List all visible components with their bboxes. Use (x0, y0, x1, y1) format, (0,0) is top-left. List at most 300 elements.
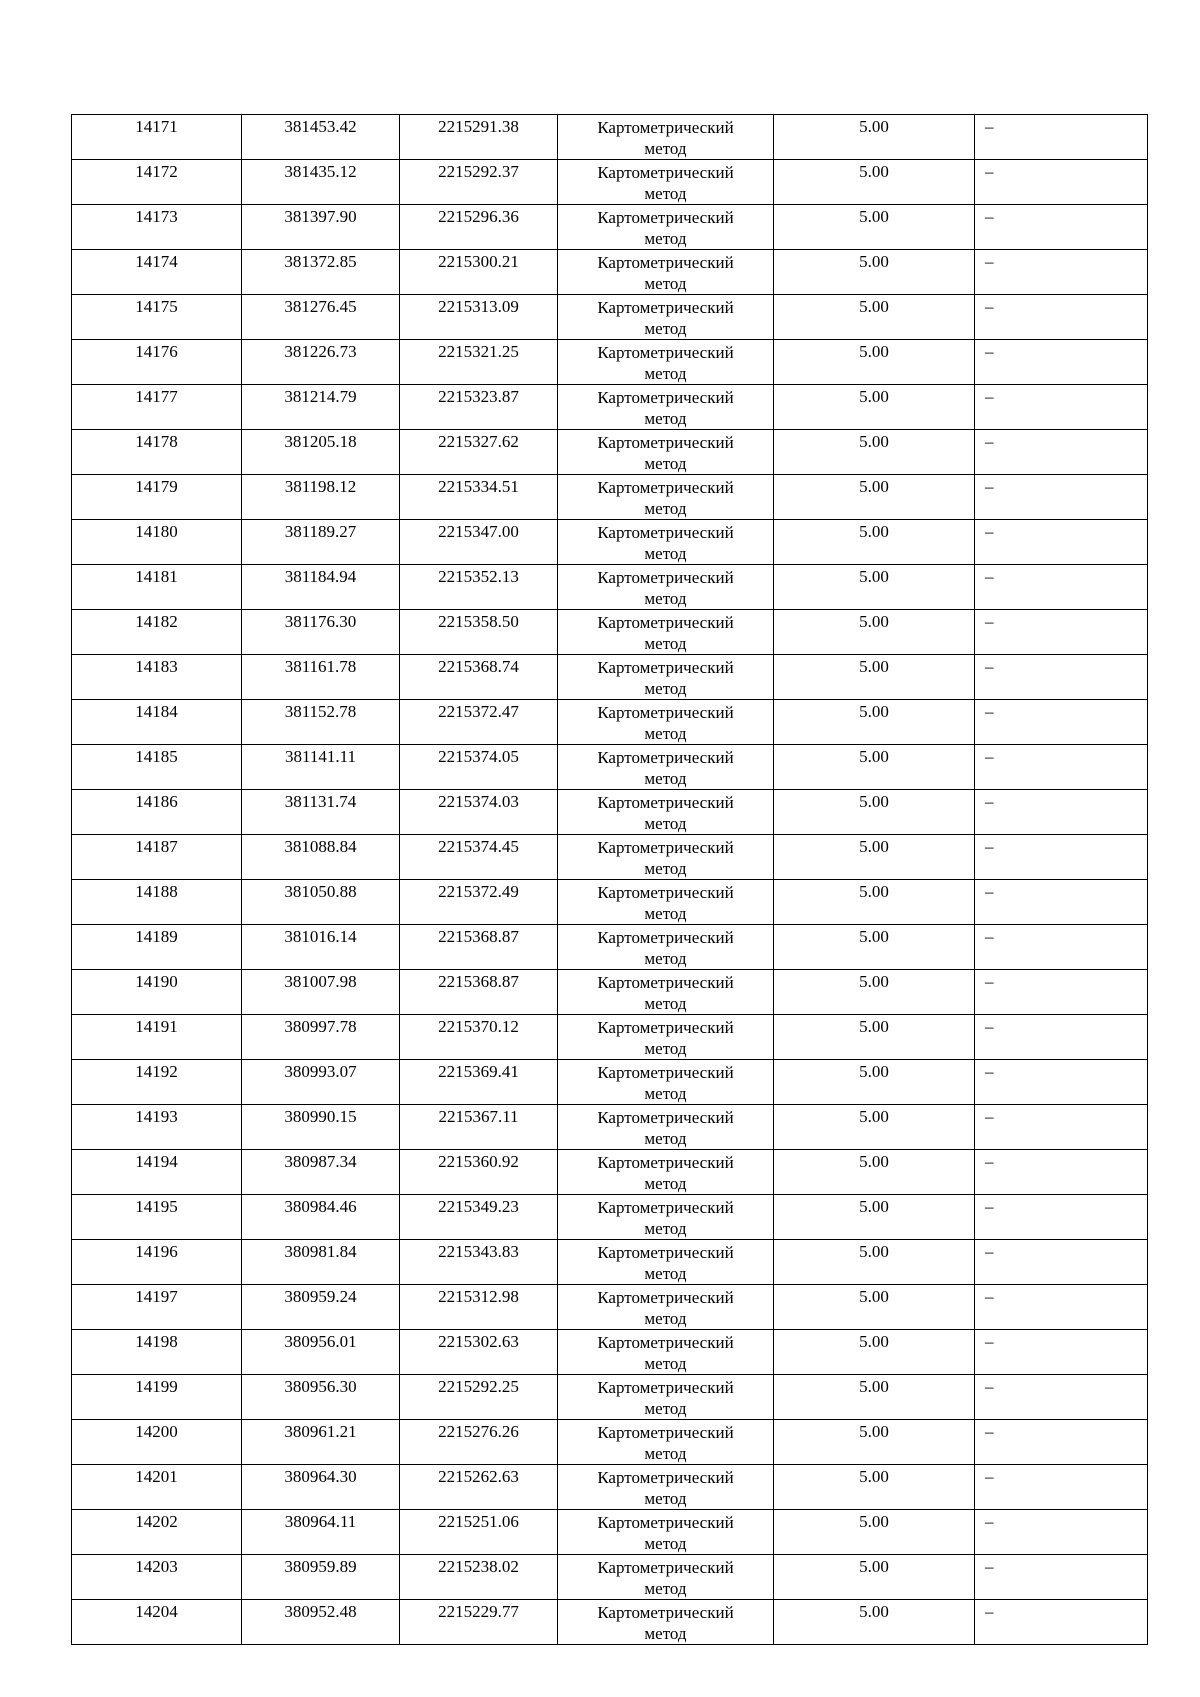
description-cell: – (975, 1195, 1148, 1240)
accuracy-cell: 5.00 (774, 1285, 975, 1330)
method-line-2: метод (644, 409, 687, 428)
method-line-1: Картометрический (597, 1018, 734, 1037)
method-line-1: Картометрический (597, 613, 734, 632)
y-coordinate-cell: 2215343.83 (400, 1240, 558, 1285)
method-line-1: Картометрический (597, 523, 734, 542)
y-coordinate-cell: 2215292.25 (400, 1375, 558, 1420)
method-cell (558, 790, 774, 835)
method-line-1: Картометрический (597, 1198, 734, 1217)
method-line-2: метод (644, 904, 687, 923)
y-coordinate-cell: 2215358.50 (400, 610, 558, 655)
method-line-2: метод (644, 634, 687, 653)
y-coordinate-cell: 2215229.77 (400, 1600, 558, 1645)
method-cell (558, 880, 774, 925)
method-cell (558, 1375, 774, 1420)
y-coordinate-cell: 2215321.25 (400, 340, 558, 385)
point-number-cell: 14182 (72, 610, 242, 655)
method-line-1: Картометрический (597, 1603, 734, 1622)
table-row (72, 1285, 1148, 1330)
point-number-cell: 14190 (72, 970, 242, 1015)
y-coordinate-cell: 2215327.62 (400, 430, 558, 475)
method-line-2: метод (644, 724, 687, 743)
point-number-cell: 14181 (72, 565, 242, 610)
method-line-1: Картометрический (597, 973, 734, 992)
accuracy-cell: 5.00 (774, 835, 975, 880)
table-row (72, 970, 1148, 1015)
accuracy-cell: 5.00 (774, 1330, 975, 1375)
accuracy-cell: 5.00 (774, 1105, 975, 1150)
accuracy-cell: 5.00 (774, 1420, 975, 1465)
method-line-1: Картометрический (597, 658, 734, 677)
point-number-cell: 14201 (72, 1465, 242, 1510)
description-cell: – (975, 565, 1148, 610)
y-coordinate-cell: 2215368.87 (400, 970, 558, 1015)
x-coordinate-cell: 381050.88 (242, 880, 400, 925)
method-cell (558, 1015, 774, 1060)
x-coordinate-cell: 381007.98 (242, 970, 400, 1015)
point-number-cell: 14175 (72, 295, 242, 340)
description-cell: – (975, 115, 1148, 160)
method-cell (558, 1330, 774, 1375)
x-coordinate-cell: 381189.27 (242, 520, 400, 565)
method-line-1: Картометрический (597, 118, 734, 137)
method-line-2: метод (644, 454, 687, 473)
method-cell (558, 250, 774, 295)
method-line-2: метод (644, 274, 687, 293)
table-row (72, 565, 1148, 610)
method-line-2: метод (644, 769, 687, 788)
method-line-1: Картометрический (597, 208, 734, 227)
point-number-cell: 14191 (72, 1015, 242, 1060)
method-line-1: Картометрический (597, 568, 734, 587)
method-line-2: метод (644, 184, 687, 203)
y-coordinate-cell: 2215291.38 (400, 115, 558, 160)
point-number-cell: 14192 (72, 1060, 242, 1105)
table-row (72, 430, 1148, 475)
accuracy-cell: 5.00 (774, 925, 975, 970)
method-line-2: метод (644, 1399, 687, 1418)
point-number-cell: 14188 (72, 880, 242, 925)
method-line-2: метод (644, 1444, 687, 1463)
y-coordinate-cell: 2215300.21 (400, 250, 558, 295)
table-row (72, 1600, 1148, 1645)
x-coordinate-cell: 380990.15 (242, 1105, 400, 1150)
description-cell: – (975, 970, 1148, 1015)
method-line-2: метод (644, 994, 687, 1013)
method-line-1: Картометрический (597, 1333, 734, 1352)
table-row (72, 1015, 1148, 1060)
accuracy-cell: 5.00 (774, 160, 975, 205)
point-number-cell: 14183 (72, 655, 242, 700)
y-coordinate-cell: 2215334.51 (400, 475, 558, 520)
x-coordinate-cell: 381152.78 (242, 700, 400, 745)
y-coordinate-cell: 2215312.98 (400, 1285, 558, 1330)
x-coordinate-cell: 381176.30 (242, 610, 400, 655)
point-number-cell: 14198 (72, 1330, 242, 1375)
table-row (72, 835, 1148, 880)
description-cell: – (975, 1600, 1148, 1645)
y-coordinate-cell: 2215370.12 (400, 1015, 558, 1060)
x-coordinate-cell: 381161.78 (242, 655, 400, 700)
table-row (72, 250, 1148, 295)
method-line-1: Картометрический (597, 1153, 734, 1172)
point-number-cell: 14180 (72, 520, 242, 565)
description-cell: – (975, 250, 1148, 295)
description-cell: – (975, 1060, 1148, 1105)
method-line-2: метод (644, 1264, 687, 1283)
y-coordinate-cell: 2215372.49 (400, 880, 558, 925)
x-coordinate-cell: 381205.18 (242, 430, 400, 475)
description-cell: – (975, 925, 1148, 970)
point-number-cell: 14177 (72, 385, 242, 430)
table-row (72, 1240, 1148, 1285)
x-coordinate-cell: 381016.14 (242, 925, 400, 970)
description-cell: – (975, 520, 1148, 565)
y-coordinate-cell: 2215372.47 (400, 700, 558, 745)
x-coordinate-cell: 380984.46 (242, 1195, 400, 1240)
method-line-2: метод (644, 544, 687, 563)
table-row (72, 475, 1148, 520)
x-coordinate-cell: 380952.48 (242, 1600, 400, 1645)
method-line-1: Картометрический (597, 1288, 734, 1307)
description-cell: – (975, 655, 1148, 700)
point-number-cell: 14186 (72, 790, 242, 835)
table-row (72, 160, 1148, 205)
point-number-cell: 14199 (72, 1375, 242, 1420)
method-cell (558, 385, 774, 430)
accuracy-cell: 5.00 (774, 1060, 975, 1105)
method-line-1: Картометрический (597, 1243, 734, 1262)
description-cell: – (975, 835, 1148, 880)
point-number-cell: 14195 (72, 1195, 242, 1240)
method-line-2: метод (644, 499, 687, 518)
method-cell (558, 1060, 774, 1105)
method-cell (558, 655, 774, 700)
x-coordinate-cell: 381453.42 (242, 115, 400, 160)
method-line-2: метод (644, 1534, 687, 1553)
accuracy-cell: 5.00 (774, 610, 975, 655)
x-coordinate-cell: 380997.78 (242, 1015, 400, 1060)
y-coordinate-cell: 2215360.92 (400, 1150, 558, 1195)
method-line-1: Картометрический (597, 838, 734, 857)
point-number-cell: 14176 (72, 340, 242, 385)
table-row (72, 700, 1148, 745)
table-row (72, 925, 1148, 970)
x-coordinate-cell: 381435.12 (242, 160, 400, 205)
table-row (72, 205, 1148, 250)
table-row (72, 1330, 1148, 1375)
x-coordinate-cell: 380956.01 (242, 1330, 400, 1375)
accuracy-cell: 5.00 (774, 1375, 975, 1420)
table-row (72, 1060, 1148, 1105)
description-cell: – (975, 1420, 1148, 1465)
method-line-2: метод (644, 1624, 687, 1643)
method-cell (558, 610, 774, 655)
x-coordinate-cell: 380964.11 (242, 1510, 400, 1555)
x-coordinate-cell: 381198.12 (242, 475, 400, 520)
method-line-1: Картометрический (597, 1558, 734, 1577)
description-cell: – (975, 340, 1148, 385)
method-cell (558, 835, 774, 880)
method-line-1: Картометрический (597, 298, 734, 317)
y-coordinate-cell: 2215374.05 (400, 745, 558, 790)
coordinates-table (71, 114, 1148, 1645)
method-cell (558, 340, 774, 385)
method-line-2: метод (644, 1579, 687, 1598)
method-line-2: метод (644, 1084, 687, 1103)
method-line-2: метод (644, 229, 687, 248)
x-coordinate-cell: 381372.85 (242, 250, 400, 295)
method-line-1: Картометрический (597, 253, 734, 272)
description-cell: – (975, 700, 1148, 745)
table-row (72, 1555, 1148, 1600)
method-line-1: Картометрический (597, 793, 734, 812)
method-line-2: метод (644, 949, 687, 968)
x-coordinate-cell: 380961.21 (242, 1420, 400, 1465)
method-line-2: метод (644, 1219, 687, 1238)
table-row (72, 520, 1148, 565)
point-number-cell: 14171 (72, 115, 242, 160)
method-line-2: метод (644, 139, 687, 158)
method-line-2: метод (644, 859, 687, 878)
description-cell: – (975, 1240, 1148, 1285)
description-cell: – (975, 1510, 1148, 1555)
method-cell (558, 1195, 774, 1240)
table-row (72, 745, 1148, 790)
table-row (72, 610, 1148, 655)
point-number-cell: 14194 (72, 1150, 242, 1195)
method-line-1: Картометрический (597, 478, 734, 497)
accuracy-cell: 5.00 (774, 520, 975, 565)
point-number-cell: 14173 (72, 205, 242, 250)
y-coordinate-cell: 2215262.63 (400, 1465, 558, 1510)
method-cell (558, 1510, 774, 1555)
point-number-cell: 14185 (72, 745, 242, 790)
method-line-2: метод (644, 1309, 687, 1328)
point-number-cell: 14187 (72, 835, 242, 880)
method-cell (558, 1150, 774, 1195)
x-coordinate-cell: 380993.07 (242, 1060, 400, 1105)
x-coordinate-cell: 381131.74 (242, 790, 400, 835)
method-line-1: Картометрический (597, 1108, 734, 1127)
method-cell (558, 115, 774, 160)
point-number-cell: 14184 (72, 700, 242, 745)
table-body (72, 115, 1148, 1645)
point-number-cell: 14179 (72, 475, 242, 520)
y-coordinate-cell: 2215276.26 (400, 1420, 558, 1465)
accuracy-cell: 5.00 (774, 385, 975, 430)
accuracy-cell: 5.00 (774, 700, 975, 745)
method-cell (558, 1420, 774, 1465)
description-cell: – (975, 1465, 1148, 1510)
accuracy-cell: 5.00 (774, 1600, 975, 1645)
method-cell (558, 1465, 774, 1510)
x-coordinate-cell: 380987.34 (242, 1150, 400, 1195)
method-cell (558, 1600, 774, 1645)
method-cell (558, 1240, 774, 1285)
accuracy-cell: 5.00 (774, 745, 975, 790)
method-line-2: метод (644, 1039, 687, 1058)
description-cell: – (975, 1105, 1148, 1150)
method-line-1: Картометрический (597, 748, 734, 767)
y-coordinate-cell: 2215368.87 (400, 925, 558, 970)
table-row (72, 1150, 1148, 1195)
method-line-1: Картометрический (597, 928, 734, 947)
point-number-cell: 14172 (72, 160, 242, 205)
method-line-1: Картометрический (597, 1468, 734, 1487)
method-line-2: метод (644, 814, 687, 833)
method-line-2: метод (644, 1354, 687, 1373)
accuracy-cell: 5.00 (774, 1240, 975, 1285)
method-line-1: Картометрический (597, 343, 734, 362)
method-line-1: Картометрический (597, 1423, 734, 1442)
accuracy-cell: 5.00 (774, 115, 975, 160)
description-cell: – (975, 880, 1148, 925)
description-cell: – (975, 1015, 1148, 1060)
description-cell: – (975, 385, 1148, 430)
method-line-1: Картометрический (597, 703, 734, 722)
accuracy-cell: 5.00 (774, 1465, 975, 1510)
accuracy-cell: 5.00 (774, 655, 975, 700)
description-cell: – (975, 205, 1148, 250)
x-coordinate-cell: 380959.89 (242, 1555, 400, 1600)
accuracy-cell: 5.00 (774, 1150, 975, 1195)
table-row (72, 1465, 1148, 1510)
table-row (72, 1420, 1148, 1465)
table-row (72, 880, 1148, 925)
y-coordinate-cell: 2215238.02 (400, 1555, 558, 1600)
method-cell (558, 430, 774, 475)
description-cell: – (975, 295, 1148, 340)
method-cell (558, 295, 774, 340)
table-row (72, 1510, 1148, 1555)
table-row (72, 1195, 1148, 1240)
description-cell: – (975, 790, 1148, 835)
description-cell: – (975, 1375, 1148, 1420)
y-coordinate-cell: 2215292.37 (400, 160, 558, 205)
x-coordinate-cell: 380981.84 (242, 1240, 400, 1285)
y-coordinate-cell: 2215369.41 (400, 1060, 558, 1105)
point-number-cell: 14202 (72, 1510, 242, 1555)
description-cell: – (975, 1555, 1148, 1600)
description-cell: – (975, 610, 1148, 655)
accuracy-cell: 5.00 (774, 205, 975, 250)
description-cell: – (975, 1150, 1148, 1195)
x-coordinate-cell: 381184.94 (242, 565, 400, 610)
description-cell: – (975, 160, 1148, 205)
method-cell (558, 925, 774, 970)
method-cell (558, 1105, 774, 1150)
accuracy-cell: 5.00 (774, 250, 975, 295)
accuracy-cell: 5.00 (774, 1510, 975, 1555)
description-cell: – (975, 1330, 1148, 1375)
table-row (72, 655, 1148, 700)
y-coordinate-cell: 2215374.45 (400, 835, 558, 880)
accuracy-cell: 5.00 (774, 1015, 975, 1060)
table-row (72, 115, 1148, 160)
y-coordinate-cell: 2215323.87 (400, 385, 558, 430)
point-number-cell: 14204 (72, 1600, 242, 1645)
method-line-2: метод (644, 1489, 687, 1508)
accuracy-cell: 5.00 (774, 1555, 975, 1600)
accuracy-cell: 5.00 (774, 970, 975, 1015)
y-coordinate-cell: 2215347.00 (400, 520, 558, 565)
point-number-cell: 14178 (72, 430, 242, 475)
accuracy-cell: 5.00 (774, 475, 975, 520)
accuracy-cell: 5.00 (774, 565, 975, 610)
y-coordinate-cell: 2215349.23 (400, 1195, 558, 1240)
y-coordinate-cell: 2215374.03 (400, 790, 558, 835)
point-number-cell: 14197 (72, 1285, 242, 1330)
table-row (72, 340, 1148, 385)
method-line-1: Картометрический (597, 883, 734, 902)
method-cell (558, 475, 774, 520)
method-cell (558, 1285, 774, 1330)
table-row (72, 1105, 1148, 1150)
point-number-cell: 14174 (72, 250, 242, 295)
table-row (72, 1375, 1148, 1420)
description-cell: – (975, 475, 1148, 520)
x-coordinate-cell: 381276.45 (242, 295, 400, 340)
table-row (72, 385, 1148, 430)
method-line-1: Картометрический (597, 1378, 734, 1397)
method-cell (558, 520, 774, 565)
x-coordinate-cell: 380964.30 (242, 1465, 400, 1510)
y-coordinate-cell: 2215302.63 (400, 1330, 558, 1375)
method-cell (558, 1555, 774, 1600)
method-cell (558, 565, 774, 610)
table-row (72, 790, 1148, 835)
x-coordinate-cell: 380956.30 (242, 1375, 400, 1420)
method-line-2: метод (644, 1174, 687, 1193)
point-number-cell: 14196 (72, 1240, 242, 1285)
method-cell (558, 160, 774, 205)
method-line-1: Картометрический (597, 433, 734, 452)
accuracy-cell: 5.00 (774, 430, 975, 475)
accuracy-cell: 5.00 (774, 790, 975, 835)
y-coordinate-cell: 2215296.36 (400, 205, 558, 250)
point-number-cell: 14189 (72, 925, 242, 970)
x-coordinate-cell: 381214.79 (242, 385, 400, 430)
point-number-cell: 14193 (72, 1105, 242, 1150)
method-line-2: метод (644, 319, 687, 338)
method-cell (558, 745, 774, 790)
method-line-1: Картометрический (597, 1513, 734, 1532)
method-line-2: метод (644, 1129, 687, 1148)
x-coordinate-cell: 380959.24 (242, 1285, 400, 1330)
description-cell: – (975, 430, 1148, 475)
method-line-2: метод (644, 364, 687, 383)
method-line-2: метод (644, 589, 687, 608)
x-coordinate-cell: 381226.73 (242, 340, 400, 385)
method-cell (558, 205, 774, 250)
description-cell: – (975, 745, 1148, 790)
y-coordinate-cell: 2215352.13 (400, 565, 558, 610)
method-cell (558, 970, 774, 1015)
y-coordinate-cell: 2215251.06 (400, 1510, 558, 1555)
y-coordinate-cell: 2215367.11 (400, 1105, 558, 1150)
method-line-2: метод (644, 679, 687, 698)
x-coordinate-cell: 381088.84 (242, 835, 400, 880)
method-line-1: Картометрический (597, 163, 734, 182)
method-line-1: Картометрический (597, 388, 734, 407)
accuracy-cell: 5.00 (774, 295, 975, 340)
accuracy-cell: 5.00 (774, 340, 975, 385)
y-coordinate-cell: 2215313.09 (400, 295, 558, 340)
point-number-cell: 14200 (72, 1420, 242, 1465)
point-number-cell: 14203 (72, 1555, 242, 1600)
method-cell (558, 700, 774, 745)
